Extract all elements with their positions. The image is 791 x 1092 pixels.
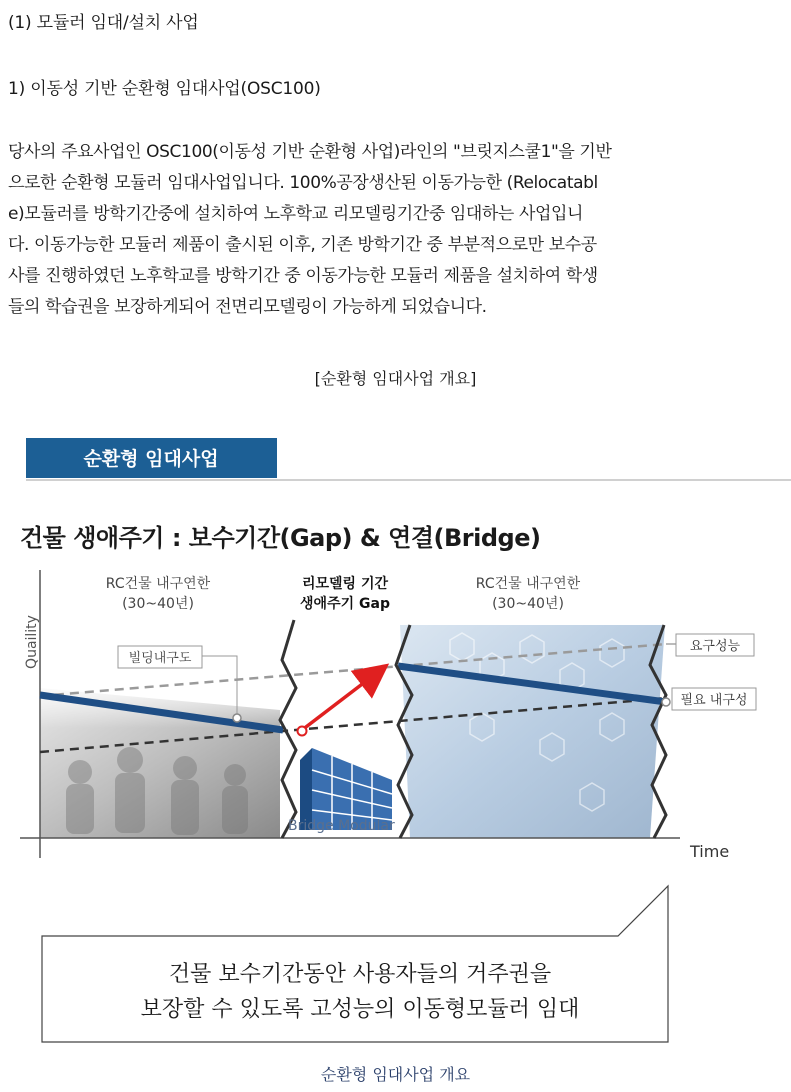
paragraph-line: 다. 이동가능한 모듈러 제품이 출시된 이후, 기존 방학기간 중 부분적으로만 보수공 <box>8 235 597 255</box>
body-paragraph <box>8 137 780 323</box>
paragraph-line: 당사의 주요사업인 OSC100(이동성 기반 순환형 사업)라인의 "브릿지스쿨1"을 기반 <box>8 142 612 162</box>
y-axis-label: Quaility <box>24 615 40 669</box>
figure-caption-bottom: 순환형 임대사업 개요 <box>320 1065 471 1084</box>
required-durability-text: 필요 내구성 <box>680 693 748 708</box>
right-photo-region <box>400 625 665 838</box>
lifecycle-figure <box>0 420 791 1050</box>
paragraph-line: 사를 진행하였던 노후학교를 방학기간 중 이동가능한 모듈러 제품을 설치하여 학생 <box>8 266 598 286</box>
bridge-arrow <box>302 672 378 730</box>
building-durability-label: 빌딩내구도 <box>128 651 192 666</box>
section-heading: (1) 모듈러 임대/설치 사업 <box>8 13 199 33</box>
figure-title: 건물 생애주기 : 보수기간(Gap) & 연결(Bridge) <box>20 524 541 552</box>
paragraph-line: e)모듈러를 방학기간중에 설치하여 노후학교 리모델링기간중 임대하는 사업입니 <box>8 204 584 224</box>
center-period-gap: 생애주기 Gap <box>300 596 390 612</box>
summary-line-2: 보장할 수 있도록 고성능의 이동형모듈러 임대 <box>140 997 580 1022</box>
subsection-heading: 1) 이동성 기반 순환형 임대사업(OSC100) <box>8 79 321 99</box>
modular-label: Bridge Modular <box>288 818 395 834</box>
left-period-label: RC건물 내구연한 <box>105 576 211 592</box>
paragraph-line: 으로한 순환형 모듈러 임대사업입니다. 100%공장생산된 이동가능한 (Relocatabl <box>8 173 598 193</box>
summary-line-1: 건물 보수기간동안 사용자들의 거주권을 <box>168 962 552 987</box>
bridge-start-point <box>298 727 307 736</box>
left-period-years: (30~40년) <box>122 596 194 612</box>
right-period-label: RC건물 내구연한 <box>475 576 581 592</box>
required-performance-text: 요구성능 <box>689 639 741 654</box>
paragraph-line: 들의 학습권을 보장하게되어 전면리모델링이 가능하게 되었습니다. <box>8 297 487 317</box>
banner-text: 순환형 임대사업 <box>83 448 219 470</box>
figure-caption-top: [순환형 임대사업 개요] <box>314 369 477 388</box>
right-period-years: (30~40년) <box>492 596 564 612</box>
center-period-label: 리모델링 기간 <box>301 576 389 592</box>
x-axis-label: Time <box>690 842 730 861</box>
